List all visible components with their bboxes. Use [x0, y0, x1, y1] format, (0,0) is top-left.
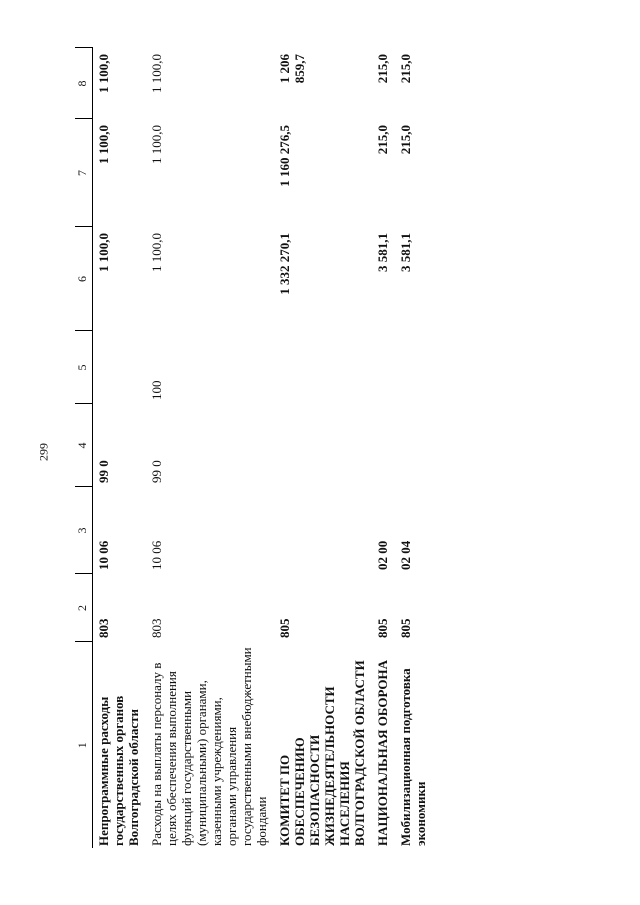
column-header: 1 — [75, 642, 93, 848]
row-value-8: 1 206 859,7 — [277, 54, 307, 84]
row-value-6: 3 581,1 — [398, 233, 413, 272]
row-target — [372, 404, 395, 487]
row-code: 805 — [398, 618, 413, 638]
column-header: 7 — [75, 119, 93, 227]
row-code: 803 — [96, 618, 111, 638]
row-type — [395, 331, 433, 404]
row-value-7: 215,0 — [375, 125, 390, 155]
row-section — [274, 487, 372, 574]
row-type: 100 — [149, 380, 164, 400]
row-target — [274, 404, 372, 487]
row-value-7: 1 160 276,5 — [277, 125, 292, 187]
table-row — [372, 48, 395, 848]
row-code: 805 — [375, 618, 390, 638]
row-code: 805 — [277, 618, 292, 638]
column-header: 8 — [75, 48, 93, 119]
row-code: 803 — [149, 618, 164, 638]
row-section: 10 06 — [149, 540, 164, 570]
table-row — [274, 48, 372, 848]
row-section: 10 06 — [96, 540, 111, 570]
row-target — [395, 404, 433, 487]
row-section: 02 00 — [375, 540, 390, 570]
row-value-6: 1 332 270,1 — [277, 233, 292, 295]
row-value-6: 1 100,0 — [149, 233, 164, 272]
row-value-8: 215,0 — [398, 54, 413, 84]
row-name: Расходы на выплаты персоналу в целях обеспечения выполнения функций государственными (муниципальными) органами, казенными учреждениями, органами управления государственными внебюджетными фондами — [149, 647, 269, 846]
budget-table — [75, 48, 433, 849]
table-row — [93, 48, 147, 848]
row-name: КОМИТЕТ ПО ОБЕСПЕЧЕНИЮ БЕЗОПАСНОСТИ ЖИЗНЕДЕЯТЕЛЬНОСТИ НАСЕЛЕНИЯ ВОЛГОГРАДСКОЙ ОБЛАСТИ — [277, 660, 367, 846]
row-type — [274, 331, 372, 404]
row-value-7: 1 100,0 — [149, 125, 164, 164]
row-value-7: 1 100,0 — [96, 125, 111, 164]
row-section: 02 04 — [398, 540, 413, 570]
row-target: 99 0 — [149, 460, 164, 483]
row-type — [93, 331, 147, 404]
row-value-6: 1 100,0 — [96, 233, 111, 272]
header-row — [75, 48, 93, 848]
row-value-6: 3 581,1 — [375, 233, 390, 272]
budget-table-rotated — [75, 48, 620, 848]
row-name: НАЦИОНАЛЬНАЯ ОБОРОНА — [375, 660, 390, 846]
column-header: 4 — [75, 404, 93, 487]
table-row — [146, 48, 274, 848]
row-value-8: 215,0 — [375, 54, 390, 84]
column-header: 3 — [75, 487, 93, 574]
column-header: 6 — [75, 227, 93, 331]
column-header: 5 — [75, 331, 93, 404]
row-value-8: 1 100,0 — [96, 54, 111, 93]
row-name: Мобилизационная подготовка экономики — [398, 668, 428, 846]
row-type — [372, 331, 395, 404]
table-row — [395, 48, 433, 848]
column-header: 2 — [75, 574, 93, 642]
row-value-7: 215,0 — [398, 125, 413, 155]
row-value-8: 1 100,0 — [149, 54, 164, 93]
page-number: 299 — [36, 443, 51, 461]
row-name: Непрограммные расходы государственных органов Волгоградской области — [96, 695, 141, 846]
row-target: 99 0 — [96, 460, 111, 483]
